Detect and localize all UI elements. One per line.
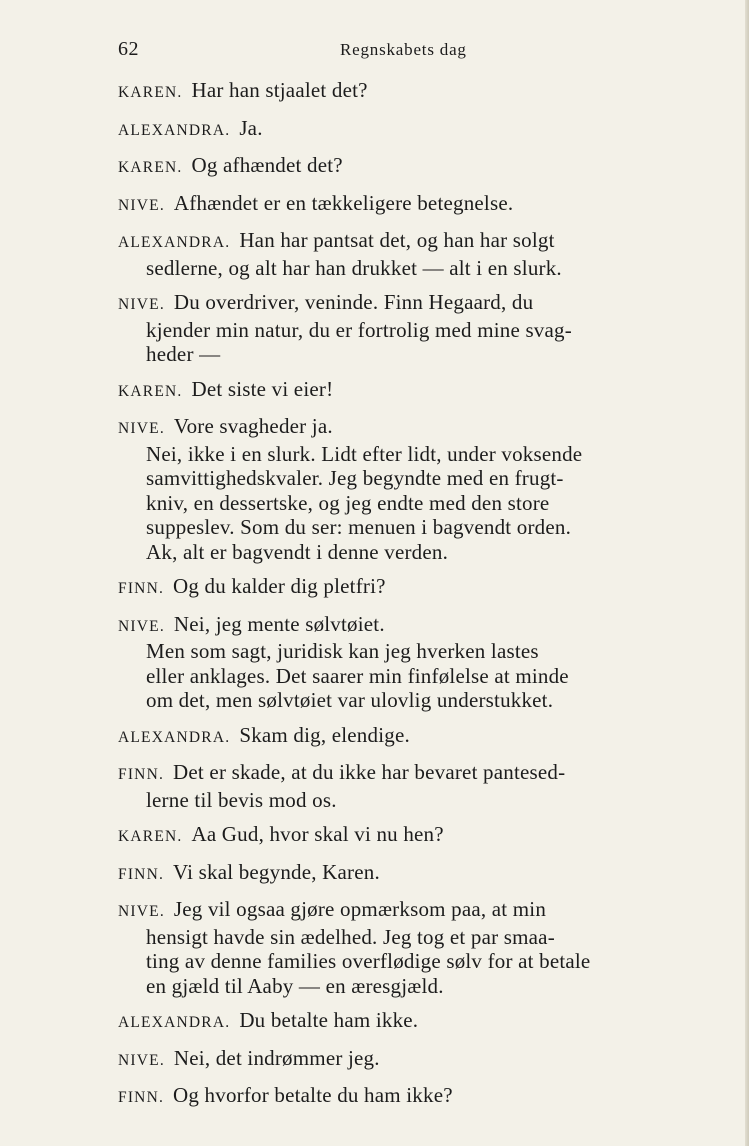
running-title: Regnskabets dag xyxy=(340,40,467,59)
speaker-name: ALEXANDRA. xyxy=(118,1014,231,1031)
dialogue-entry xyxy=(118,1008,698,1036)
speaker-name: NIVE. xyxy=(118,903,165,920)
dialogue-entry xyxy=(118,897,698,998)
speaker-name: FINN. xyxy=(118,1089,165,1106)
speaker-name: KAREN. xyxy=(118,159,183,176)
speech-line: Aa Gud, hvor skal vi nu hen? xyxy=(191,822,444,846)
speech-line: Vore svagheder ja. xyxy=(173,414,333,438)
speech-line: Du betalte ham ikke. xyxy=(239,1008,419,1032)
speech-line: suppeslev. Som du ser: menuen i bagvendt orden. xyxy=(146,515,572,539)
speech-line: Det er skade, at du ikke har bevaret pantesed- xyxy=(173,760,566,784)
speech-line: Han har pantsat det, og han har solgt xyxy=(239,228,555,252)
speech-line: Skam dig, elendige. xyxy=(239,722,410,747)
page-number: 62 xyxy=(118,38,139,60)
speech-line: Nei, det indrømmer jeg. xyxy=(173,1045,380,1070)
dialogue-entry xyxy=(118,191,698,219)
speech-line: Afhændet er en tækkeligere betegnelse. xyxy=(173,190,514,215)
dialogue-entry xyxy=(118,414,698,564)
dialogue-entry xyxy=(118,822,698,850)
speech-line: Nei, jeg mente sølvtøiet. xyxy=(173,611,385,636)
speech-line: Jeg vil ogsaa gjøre opmærksom paa, at min xyxy=(173,897,547,921)
dialogue-entry xyxy=(118,228,698,280)
speaker-name: KAREN. xyxy=(118,382,183,400)
speaker-name: NIVE. xyxy=(118,1051,165,1069)
speech-line: lerne til bevis mod os. xyxy=(146,787,337,812)
speech-line: en gjæld til Aaby — en æresgjæld. xyxy=(146,973,444,998)
dialogue-entry xyxy=(118,612,698,713)
dialogue-entry xyxy=(118,723,698,751)
speaker-name: FINN. xyxy=(118,766,165,783)
speech-line: Du overdriver, veninde. Finn Hegaard, du xyxy=(173,290,534,314)
speech-line: Vi skal begynde, Karen. xyxy=(173,859,380,884)
dialogue-entry xyxy=(118,116,698,144)
dialogue-entry xyxy=(118,860,698,888)
speaker-name: NIVE. xyxy=(118,296,165,313)
speech-line: Det siste vi eier! xyxy=(191,376,334,401)
speaker-name: FINN. xyxy=(118,865,165,883)
speech-line: eller anklages. Det saarer min finfølelse at minde xyxy=(146,663,569,688)
play-dialogue xyxy=(118,78,698,1111)
page-header xyxy=(118,38,698,64)
dialogue-entry xyxy=(118,574,698,602)
dialogue-entry xyxy=(118,377,698,405)
speech-line: Har han stjaalet det? xyxy=(191,78,368,102)
speech-line: Og hvorfor betalte du ham ikke? xyxy=(173,1083,453,1107)
speech-line: Ja. xyxy=(239,115,263,140)
speech-line: ting av denne families overflødige sølv for at betale xyxy=(146,949,591,973)
dialogue-entry xyxy=(118,1046,698,1074)
dialogue-entry xyxy=(118,1083,698,1111)
speech-line: Og du kalder dig pletfri? xyxy=(173,574,386,598)
speaker-name: FINN. xyxy=(118,580,165,597)
speaker-name: KAREN. xyxy=(118,84,183,101)
speech-line: sedlerne, og alt har han drukket — alt i en slurk. xyxy=(146,255,562,280)
dialogue-entry xyxy=(118,153,698,181)
speaker-name: NIVE. xyxy=(118,196,165,214)
speech-line: Ak, alt er bagvendt i denne verden. xyxy=(146,539,449,564)
speech-line: heder — xyxy=(146,342,221,366)
speaker-name: NIVE. xyxy=(118,420,165,437)
dialogue-entry xyxy=(118,760,698,812)
speech-line: kjender min natur, du er fortrolig med mine svag- xyxy=(146,317,572,342)
speaker-name: ALEXANDRA. xyxy=(118,234,231,251)
speaker-name: ALEXANDRA. xyxy=(118,728,231,746)
speaker-name: NIVE. xyxy=(118,617,165,635)
speech-line: Men som sagt, juridisk kan jeg hverken lastes xyxy=(146,639,539,663)
speech-line: Og afhændet det? xyxy=(191,153,343,177)
speech-line: samvittighedskvaler. Jeg begyndte med en frugt- xyxy=(146,466,564,490)
dialogue-entry xyxy=(118,78,698,106)
speech-line: om det, men sølvtøiet var ulovlig understukket. xyxy=(146,688,554,712)
speaker-name: ALEXANDRA. xyxy=(118,121,231,139)
page-edge xyxy=(745,0,749,1146)
speech-line: Nei, ikke i en slurk. Lidt efter lidt, under voksende xyxy=(146,441,583,466)
speech-line: kniv, en dessertske, og jeg endte med den store xyxy=(146,490,550,515)
speaker-name: KAREN. xyxy=(118,828,183,845)
dialogue-entry xyxy=(118,290,698,367)
speech-line: hensigt havde sin ædelhed. Jeg tog et par smaa- xyxy=(146,924,555,949)
